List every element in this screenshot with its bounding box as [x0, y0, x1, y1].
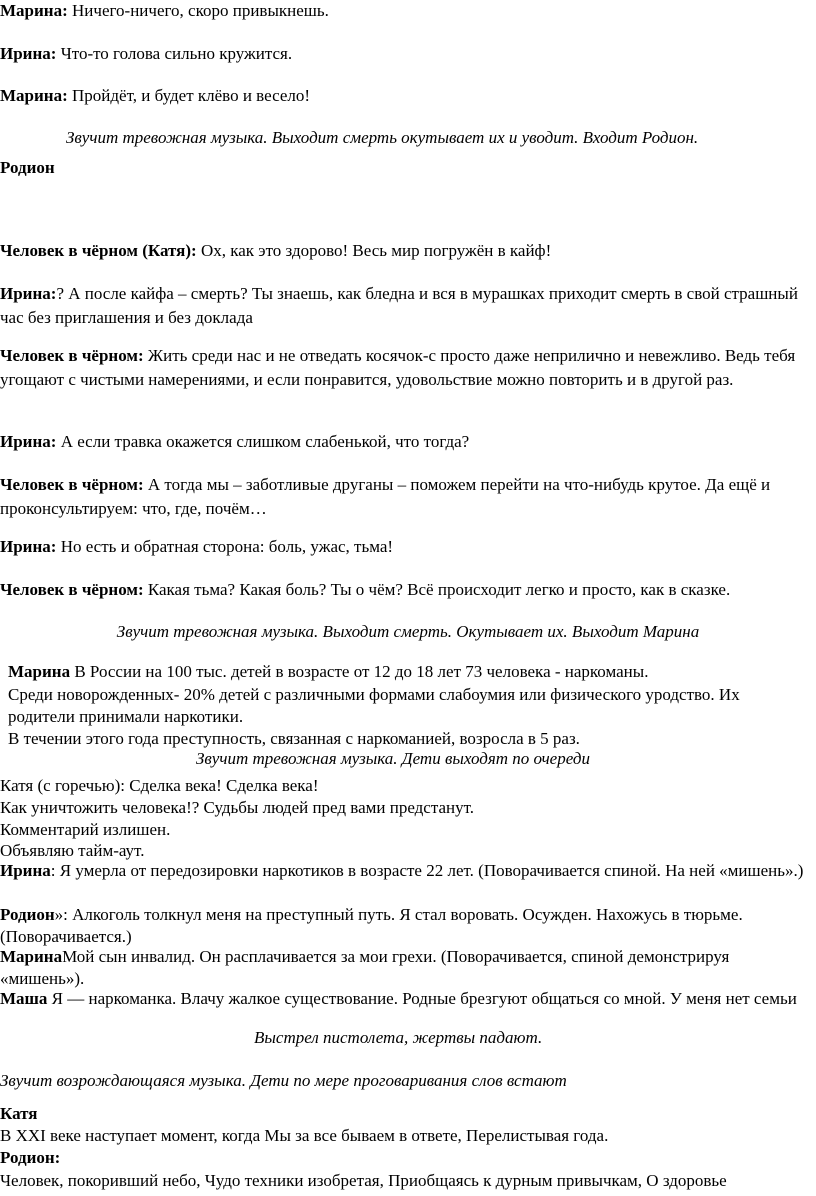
speaker-name: Человек в чёрном:: [0, 346, 144, 365]
line-text: Жить среди нас и не отведать косячок-с просто даже неприлично и невежливо. Ведь тебя угощают с чистыми намерениями, и если понравится, удовольствие можно повторить и в другой раз.: [0, 346, 796, 389]
line-katya-verse: В XXI веке наступает момент, когда Мы за все бываем в ответе, Перелистывая года.: [0, 1126, 609, 1145]
speaker-rodion: Родион: [0, 158, 55, 177]
line-man-in-black-1: [0, 344, 806, 392]
line-marina-final: [0, 946, 806, 990]
line-irina-3: [0, 431, 469, 453]
speaker-name: Марина:: [0, 86, 68, 105]
speaker-name: Марина: [8, 662, 71, 681]
speaker-name: Ирина:: [0, 284, 57, 303]
line-text: ? А после кайфа – смерть? Ты знаешь, как бледна и вся в мурашках приходит смерть в свой страшный час без приглашения и без доклада: [0, 284, 798, 327]
line-text: Ничего-ничего, скоро привыкнешь.: [67, 1, 329, 20]
line-text: В России на 100 тыс. детей в возрасте от 12 до 18 лет 73 человека - наркоманы.: [70, 662, 649, 681]
speaker-name: Ирина:: [0, 432, 57, 451]
speaker-name: Ирина:: [0, 44, 57, 63]
line-katya-4: Объявляю тайм-аут.: [0, 841, 145, 860]
line-katya-1: Катя (с горечью): Сделка века! Сделка века!: [0, 776, 319, 795]
speaker-name: Марина: [0, 947, 63, 966]
line-marina-2: [0, 85, 310, 107]
speaker-name: Марина:: [0, 1, 68, 20]
line-katya-3: Комментарий излишен.: [0, 820, 171, 839]
speaker-name: Ирина:: [0, 537, 57, 556]
speaker-name: Ирина: [0, 861, 51, 880]
stage-direction-4: Выстрел пистолета, жертвы падают.: [254, 1028, 543, 1047]
speaker-name: Человек в чёрном:: [0, 475, 144, 494]
line-katya-2: Как уничтожить человека!? Судьбы людей пред вами предстанут.: [0, 798, 475, 817]
line-text: Мой сын инвалид. Он расплачивается за мои грехи. (Поворачивается, спиной демонстрируя «мишень»).: [0, 947, 730, 988]
marina-stats-2: Среди новорожденных- 20% детей с различными формами слабоумия или физического уродство. Их: [8, 685, 740, 704]
stage-direction-5: Звучит возрождающаяся музыка. Дети по мере проговаривания слов встают: [0, 1071, 567, 1090]
line-masha-final: [0, 988, 806, 1010]
marina-stats-4: В течении этого года преступность, связанная с наркоманией, возросла в 5 раз.: [8, 729, 580, 748]
line-irina-1: [0, 43, 292, 65]
line-irina-final: [0, 860, 806, 882]
line-marina-1: [0, 0, 329, 22]
speaker-name: Родион: [0, 905, 55, 924]
speaker-katya: Катя: [0, 1104, 38, 1123]
stage-direction-2: Звучит тревожная музыка. Выходит смерть. Окутывает их. Выходит Марина: [116, 622, 700, 641]
line-text: А если травка окажется слишком слабенькой, что тогда?: [56, 432, 470, 451]
line-text: Пройдёт, и будет клёво и весело!: [67, 86, 311, 105]
line-man-in-black-3: [0, 579, 730, 601]
line-irina-2: [0, 282, 806, 330]
line-text: А тогда мы – заботливые друганы – поможем перейти на что-нибудь крутое. Да ещё и проконсультируем: что, где, почём…: [0, 475, 771, 518]
stage-direction-1: Звучит тревожная музыка. Выходит смерть окутывает их и уводит. Входит Родион.: [66, 128, 699, 147]
line-text: Я — наркоманка. Влачу жалкое существование. Родные брезгуют общаться со мной. У меня нет семьи: [47, 989, 797, 1008]
line-rodion-verse: Человек, покоривший небо, Чудо техники изобретая, Приобщаясь к дурным привычкам, О здоровье: [0, 1171, 727, 1190]
line-text: Ох, как это здорово! Весь мир погружён в кайф!: [196, 241, 552, 260]
line-text: : Я умерла от передозировки наркотиков в возрасте 22 лет. (Поворачивается спиной. На ней «мишень».): [50, 861, 804, 880]
speaker-rodion-2: Родион:: [0, 1148, 61, 1167]
line-man-in-black-katya: [0, 240, 551, 262]
line-text: Что-то голова сильно кружится.: [56, 44, 293, 63]
speaker-name: Человек в чёрном (Катя):: [0, 241, 197, 260]
marina-stats-1: [8, 661, 648, 683]
line-text: Какая тьма? Какая боль? Ты о чём? Всё происходит легко и просто, как в сказке.: [143, 580, 731, 599]
line-text: »: Алкоголь толкнул меня на преступный путь. Я стал воровать. Осужден. Нахожусь в тюрьме.(Поворачивается.): [0, 905, 743, 946]
stage-direction-3: Звучит тревожная музыка. Дети выходят по очереди: [196, 749, 590, 768]
line-irina-4: [0, 536, 393, 558]
line-man-in-black-2: [0, 473, 806, 521]
marina-stats-3: родители принимали наркотики.: [8, 707, 244, 726]
line-text: Но есть и обратная сторона: боль, ужас, тьма!: [56, 537, 394, 556]
line-rodion-final: [0, 904, 806, 948]
speaker-name: Человек в чёрном:: [0, 580, 144, 599]
speaker-name: Маша: [0, 989, 48, 1008]
